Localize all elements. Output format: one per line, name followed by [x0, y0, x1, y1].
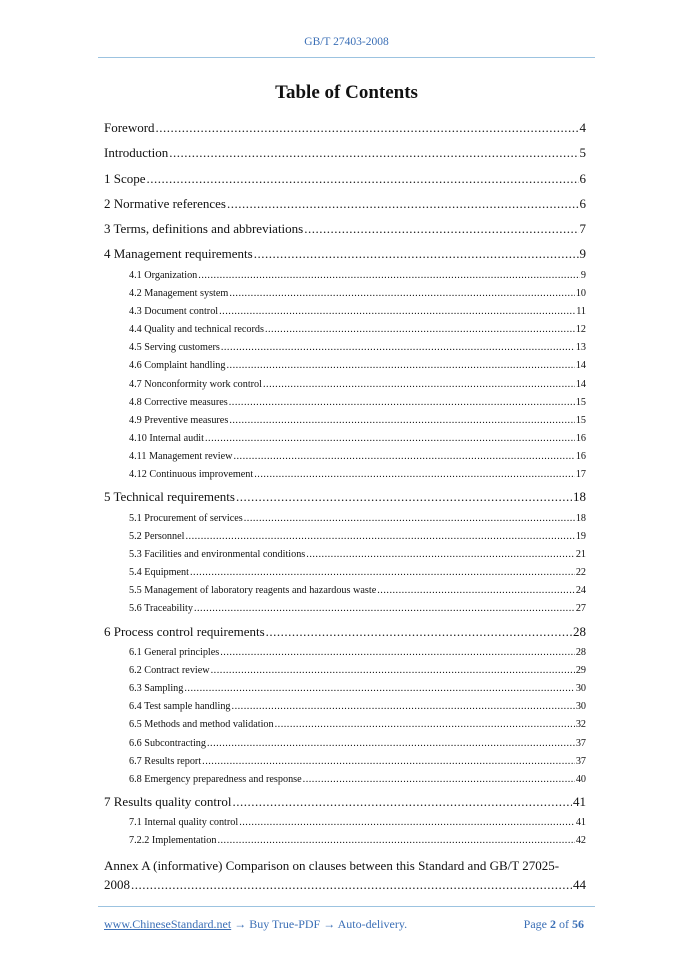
- table-of-contents: [104, 115, 586, 894]
- dot-leader: [190, 564, 575, 582]
- header-divider: [98, 57, 595, 58]
- annex-title-end: 2008: [104, 876, 130, 892]
- toc-entry-subsection-5-6[interactable]: [104, 376, 586, 394]
- toc-entry-page: 28: [573, 623, 586, 639]
- toc-entry-label: 4.9 Preventive measures: [129, 414, 229, 426]
- toc-entry-page: 24: [575, 585, 586, 597]
- toc-entry-label: 2 Normative references: [104, 195, 226, 211]
- toc-entry-page: 15: [575, 414, 586, 426]
- dot-leader: [198, 267, 580, 285]
- page-number: 2: [550, 917, 556, 931]
- toc-entry-page: 28: [575, 646, 586, 658]
- toc-entry-label: 4.8 Corrective measures: [129, 396, 228, 408]
- toc-entry-subsection-5-8[interactable]: [104, 412, 586, 430]
- toc-entry-section-7[interactable]: [104, 619, 586, 644]
- toc-entry-page: 9: [579, 246, 586, 262]
- toc-entry-page: 14: [575, 378, 586, 390]
- toc-entry-page: 27: [575, 603, 586, 615]
- toc-entry-label: 4.11 Management review: [129, 451, 233, 463]
- toc-entry-subsection-5-11[interactable]: [104, 466, 586, 484]
- toc-entry-subsection-5-3[interactable]: [104, 321, 586, 339]
- annex-title-line1: Annex A (informative) Comparison on clauses between this Standard and GB/T 27025-: [104, 857, 560, 873]
- toc-entry-label: Introduction: [104, 145, 169, 161]
- toc-entry-page: 11: [576, 306, 586, 318]
- toc-entry-page: 10: [575, 287, 586, 299]
- toc-entry-page: 44: [573, 876, 586, 892]
- toc-entry-page: 4: [579, 120, 586, 135]
- dot-leader: [211, 662, 575, 680]
- dot-leader: [377, 582, 575, 600]
- promo-text: → Buy True-PDF → Auto-delivery.: [231, 917, 408, 931]
- toc-entry-subsection-5-9[interactable]: [104, 430, 586, 448]
- toc-entry-subsection-6-5[interactable]: [104, 600, 586, 618]
- toc-entry-page: 16: [575, 451, 586, 463]
- toc-entry-label: 4.4 Quality and technical records: [129, 324, 264, 336]
- toc-entry-page: 5: [579, 145, 586, 161]
- dot-leader: [232, 789, 572, 814]
- toc-entry-subsection-6-2[interactable]: [104, 546, 586, 564]
- toc-entry-subsection-7-7[interactable]: [104, 771, 586, 789]
- dot-leader: [306, 546, 575, 564]
- dot-leader: [233, 448, 574, 466]
- dot-leader: [232, 698, 575, 716]
- page-title: Table of Contents: [275, 82, 418, 103]
- dot-leader: [217, 832, 574, 850]
- toc-entry-subsection-6-0[interactable]: [104, 510, 586, 528]
- toc-entry-subsection-8-0[interactable]: [104, 814, 586, 832]
- page-of: of: [556, 917, 572, 931]
- toc-entry-page: 19: [575, 530, 586, 542]
- dot-leader: [202, 753, 575, 771]
- toc-entry-subsection-7-3[interactable]: [104, 698, 586, 716]
- toc-entry-label: 3 Terms, definitions and abbreviations: [104, 221, 304, 237]
- toc-entry-page: 37: [575, 755, 586, 767]
- toc-entry-subsection-8-1[interactable]: [104, 832, 586, 850]
- dot-leader: [194, 600, 575, 618]
- page-indicator: [524, 917, 584, 932]
- toc-entry-page: 14: [575, 360, 586, 372]
- toc-entry-section-1[interactable]: [104, 140, 586, 165]
- dot-leader: [229, 394, 575, 412]
- dot-leader: [303, 771, 575, 789]
- toc-entry-page: 37: [575, 737, 586, 749]
- toc-entry-label: 4.5 Serving customers: [129, 342, 220, 354]
- toc-entry-page: 16: [575, 433, 586, 445]
- toc-entry-subsection-7-6[interactable]: [104, 753, 586, 771]
- toc-entry-label: 7.2.2 Implementation: [129, 835, 217, 847]
- toc-entry-subsection-5-10[interactable]: [104, 448, 586, 466]
- dot-leader: [219, 303, 575, 321]
- dot-leader: [131, 875, 572, 894]
- dot-leader: [227, 191, 579, 216]
- toc-entry-page: 6: [579, 170, 586, 186]
- dot-leader: [239, 814, 575, 832]
- toc-entry-subsection-7-5[interactable]: [104, 735, 586, 753]
- toc-entry-label: 7 Results quality control: [104, 794, 232, 810]
- toc-entry-label: 6.4 Test sample handling: [129, 701, 231, 713]
- footer-promo: [104, 917, 407, 932]
- toc-entry-subsection-6-3[interactable]: [104, 564, 586, 582]
- toc-entry-page: 15: [575, 396, 586, 408]
- page-footer: [104, 917, 584, 932]
- toc-entry-label: 4.3 Document control: [129, 306, 219, 318]
- dot-leader: [147, 166, 579, 191]
- toc-entry-section-6[interactable]: [104, 484, 586, 509]
- toc-entry-subsection-5-4[interactable]: [104, 339, 586, 357]
- toc-entry-page: 22: [575, 567, 586, 579]
- toc-entry-label: 6.8 Emergency preparedness and response: [129, 773, 302, 785]
- toc-entry-section-8[interactable]: [104, 789, 586, 814]
- annex-title-line2: [104, 875, 586, 894]
- dot-leader: [236, 484, 572, 509]
- dot-leader: [229, 412, 575, 430]
- toc-entry-label: Foreword: [104, 120, 155, 135]
- toc-entry-section-0[interactable]: [104, 115, 586, 140]
- toc-entry-subsection-6-1[interactable]: [104, 528, 586, 546]
- footer-divider: [98, 906, 595, 907]
- dot-leader: [227, 357, 575, 375]
- toc-entry-label: 6.1 General principles: [129, 646, 220, 658]
- dot-leader: [275, 716, 575, 734]
- dot-leader: [266, 619, 572, 644]
- dot-leader: [265, 321, 575, 339]
- toc-entry-page: 30: [575, 683, 586, 695]
- toc-entry-subsection-7-2[interactable]: [104, 680, 586, 698]
- toc-entry-page: 41: [573, 794, 586, 810]
- dot-leader: [263, 376, 575, 394]
- dot-leader: [304, 216, 578, 241]
- dot-leader: [205, 430, 575, 448]
- toc-entry-label: 7.1 Internal quality control: [129, 817, 239, 829]
- toc-entry-page: 13: [575, 342, 586, 354]
- toc-entry-label: 5.6 Traceability: [129, 603, 193, 615]
- toc-entry-page: 32: [575, 719, 586, 731]
- dot-leader: [207, 735, 575, 753]
- toc-entry-subsection-5-5[interactable]: [104, 357, 586, 375]
- toc-entry-subsection-7-4[interactable]: [104, 716, 586, 734]
- toc-entry-subsection-7-0[interactable]: [104, 644, 586, 662]
- toc-entry-annex[interactable]: [104, 856, 586, 894]
- dot-leader: [254, 466, 575, 484]
- toc-entry-section-5[interactable]: [104, 241, 586, 266]
- page-prefix: Page: [523, 917, 550, 931]
- toc-entry-label: 4.1 Organization: [129, 269, 198, 281]
- toc-entry-label: 4.10 Internal audit: [129, 433, 204, 445]
- toc-entry-subsection-5-0[interactable]: [104, 267, 586, 285]
- toc-entry-page: 18: [575, 512, 586, 524]
- dot-leader: [169, 140, 578, 165]
- toc-entry-label: 5.5 Management of laboratory reagents and hazardous waste: [129, 585, 377, 597]
- toc-entry-label: 5 Technical requirements: [104, 489, 235, 505]
- toc-entry-section-4[interactable]: [104, 216, 586, 241]
- toc-entry-label: 4.2 Management system: [129, 287, 229, 299]
- toc-entry-label: 4 Management requirements: [104, 246, 253, 262]
- toc-entry-section-3[interactable]: [104, 191, 586, 216]
- toc-entry-subsection-5-7[interactable]: [104, 394, 586, 412]
- toc-entry-subsection-5-1[interactable]: [104, 285, 586, 303]
- toc-entry-label: 6.5 Methods and method validation: [129, 719, 274, 731]
- toc-entry-label: 6.6 Subcontracting: [129, 737, 206, 749]
- dot-leader: [229, 285, 575, 303]
- page-total: 56: [572, 917, 584, 931]
- toc-entry-label: 5.3 Facilities and environmental conditions: [129, 549, 306, 561]
- dot-leader: [221, 339, 575, 357]
- toc-entry-page: 12: [575, 324, 586, 336]
- running-header: GB/T 27403-2008: [304, 36, 389, 48]
- toc-entry-label: 6 Process control requirements: [104, 623, 265, 639]
- toc-entry-label: 5.4 Equipment: [129, 567, 189, 579]
- toc-entry-page: 29: [575, 665, 586, 677]
- toc-entry-label: 4.12 Continuous improvement: [129, 469, 254, 481]
- toc-entry-label: 1 Scope: [104, 170, 146, 186]
- toc-entry-subsection-7-1[interactable]: [104, 662, 586, 680]
- dot-leader: [254, 241, 579, 266]
- dot-leader: [220, 644, 575, 662]
- website-link[interactable]: www.ChineseStandard.net: [104, 917, 232, 931]
- toc-entry-label: 5.2 Personnel: [129, 530, 185, 542]
- toc-entry-label: 5.1 Procurement of services: [129, 512, 243, 524]
- toc-entry-section-2[interactable]: [104, 166, 586, 191]
- toc-entry-page: 30: [575, 701, 586, 713]
- toc-entry-subsection-6-4[interactable]: [104, 582, 586, 600]
- toc-entry-page: 42: [575, 835, 586, 847]
- dot-leader: [244, 510, 575, 528]
- toc-entry-label: 4.6 Complaint handling: [129, 360, 226, 372]
- toc-entry-label: 6.7 Results report: [129, 755, 202, 767]
- toc-entry-page: 40: [575, 773, 586, 785]
- toc-entry-page: 21: [575, 549, 586, 561]
- toc-entry-page: 18: [573, 489, 586, 505]
- toc-entry-label: 6.2 Contract review: [129, 665, 210, 677]
- toc-entry-subsection-5-2[interactable]: [104, 303, 586, 321]
- dot-leader: [184, 680, 574, 698]
- toc-entry-page: 17: [575, 469, 586, 481]
- toc-entry-page: 6: [579, 195, 586, 211]
- toc-entry-page: 7: [579, 221, 586, 237]
- toc-entry-page: 41: [575, 817, 586, 829]
- toc-entry-label: 4.7 Nonconformity work control: [129, 378, 262, 390]
- toc-entry-page: 9: [580, 269, 586, 281]
- toc-entry-label: 6.3 Sampling: [129, 683, 184, 695]
- dot-leader: [156, 115, 579, 140]
- dot-leader: [185, 528, 574, 546]
